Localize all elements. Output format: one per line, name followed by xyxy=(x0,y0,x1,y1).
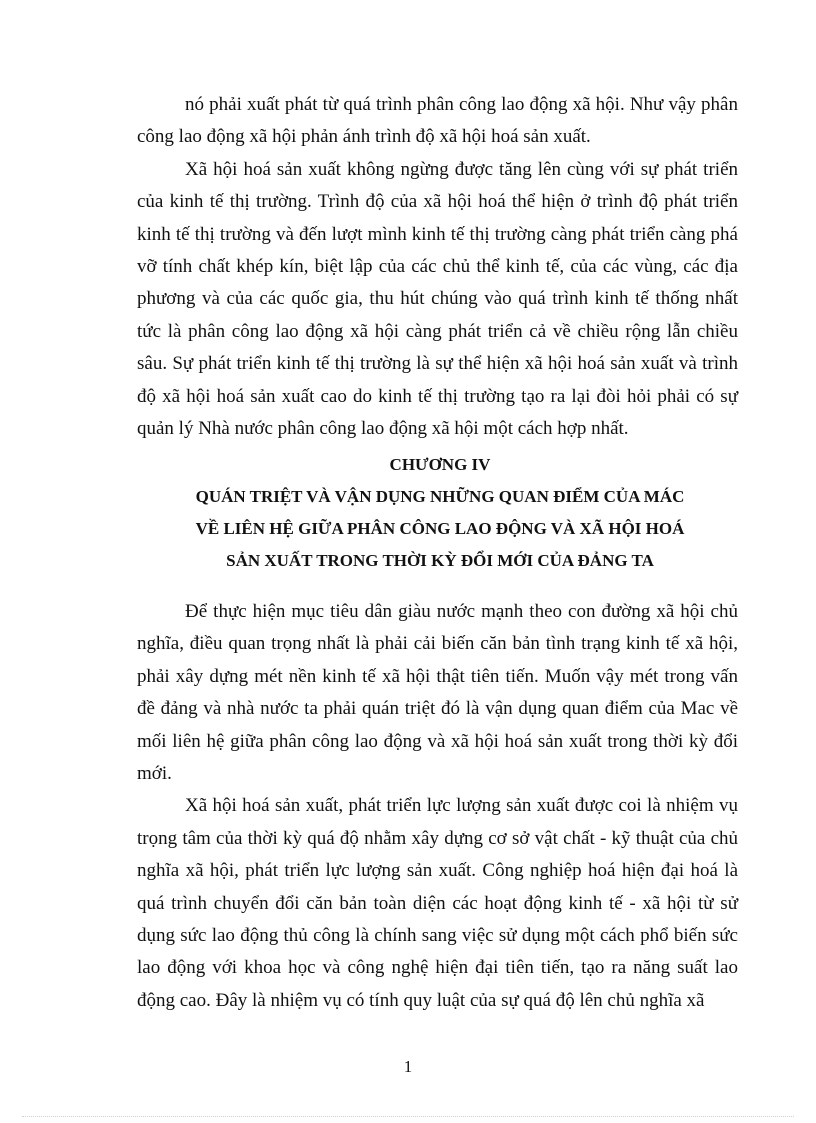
body-text-bottom xyxy=(137,596,738,1017)
chapter-label: CHƯƠNG IV xyxy=(389,455,491,474)
page-number: 1 xyxy=(403,1057,413,1076)
chapter-title-line-1: QUÁN TRIỆT VÀ VẬN DỤNG NHỮNG QUAN ĐIỂM CỦA MÁC xyxy=(195,487,685,506)
chapter-heading xyxy=(100,449,780,577)
paragraph-goal: Để thực hiện mục tiêu dân giàu nước mạnh theo con đường xã hội chủ nghĩa, điều quan trọng nhất là phải cải biến căn bản tình trạng kinh tế xã hội, phải xây dựng mét nền kinh tế xã hội thật tiên tiến. Muốn vậy mét trong vấn đề đảng và nhà nước ta phải quán triệt đó là vận dụng quan điểm của Mac về mối liên hệ giữa phân công lao động và xã hội hoá sản xuất trong thời kỳ đổi mới. xyxy=(137,601,738,785)
paragraph-market-economy: Xã hội hoá sản xuất không ngừng được tăng lên cùng với sự phát triển của kinh tế thị trường. Trình độ của xã hội hoá thể hiện ở trình độ phát triển kinh tế thị trường và đến lượt mình kinh tế thị trường càng phát triển càng phá vỡ tính chất khép kín, biệt lập của các chủ thể kinh tế, của các vùng, các địa phương và của các quốc gia, thu hút chúng vào quá trình kinh tế thống nhất tức là phân công lao động xã hội càng phát triển cả về chiều rộng lẫn chiều sâu. Sự phát triển kinh tế thị trường là sự thể hiện xã hội hoá sản xuất và trình độ xã hội hoá sản xuất cao do kinh tế thị trường tạo ra lại đòi hỏi phải có sự quản lý Nhà nước phân công lao động xã hội một cách hợp nhất. xyxy=(137,158,738,440)
chapter-title-line-3: SẢN XUẤT TRONG THỜI KỲ ĐỔI MỚI CỦA ĐẢNG TA xyxy=(226,551,654,570)
body-text-top xyxy=(137,89,738,445)
paragraph-continuation: nó phải xuất phát từ quá trình phân công lao động xã hội. Như vậy phân công lao động xã hội phản ánh trình độ xã hội hoá sản xuất. xyxy=(137,94,738,148)
paragraph-socialization: Xã hội hoá sản xuất, phát triển lực lượng sản xuất được coi là nhiệm vụ trọng tâm của thời kỳ quá độ nhằm xây dựng cơ sở vật chất - kỹ thuật của chủ nghĩa xã hội, phát triển lực lượng sản xuất. Công nghiệp hoá hiện đại hoá là quá trình chuyển đổi căn bản toàn diện các hoạt động kinh tế - xã hội từ sử dụng sức lao động thủ công là chính sang việc sử dụng một cách phổ biến sức lao động với khoa học và công nghệ hiện đại tiên tiến, tạo ra năng suất lao động cao. Đây là nhiệm vụ có tính quy luật của sự quá độ lên chủ nghĩa xã xyxy=(137,795,738,1011)
page-bottom-divider xyxy=(22,1116,794,1117)
chapter-title-line-2: VỀ LIÊN HỆ GIỮA PHÂN CÔNG LAO ĐỘNG VÀ XÃ HỘI HOÁ xyxy=(195,519,685,538)
